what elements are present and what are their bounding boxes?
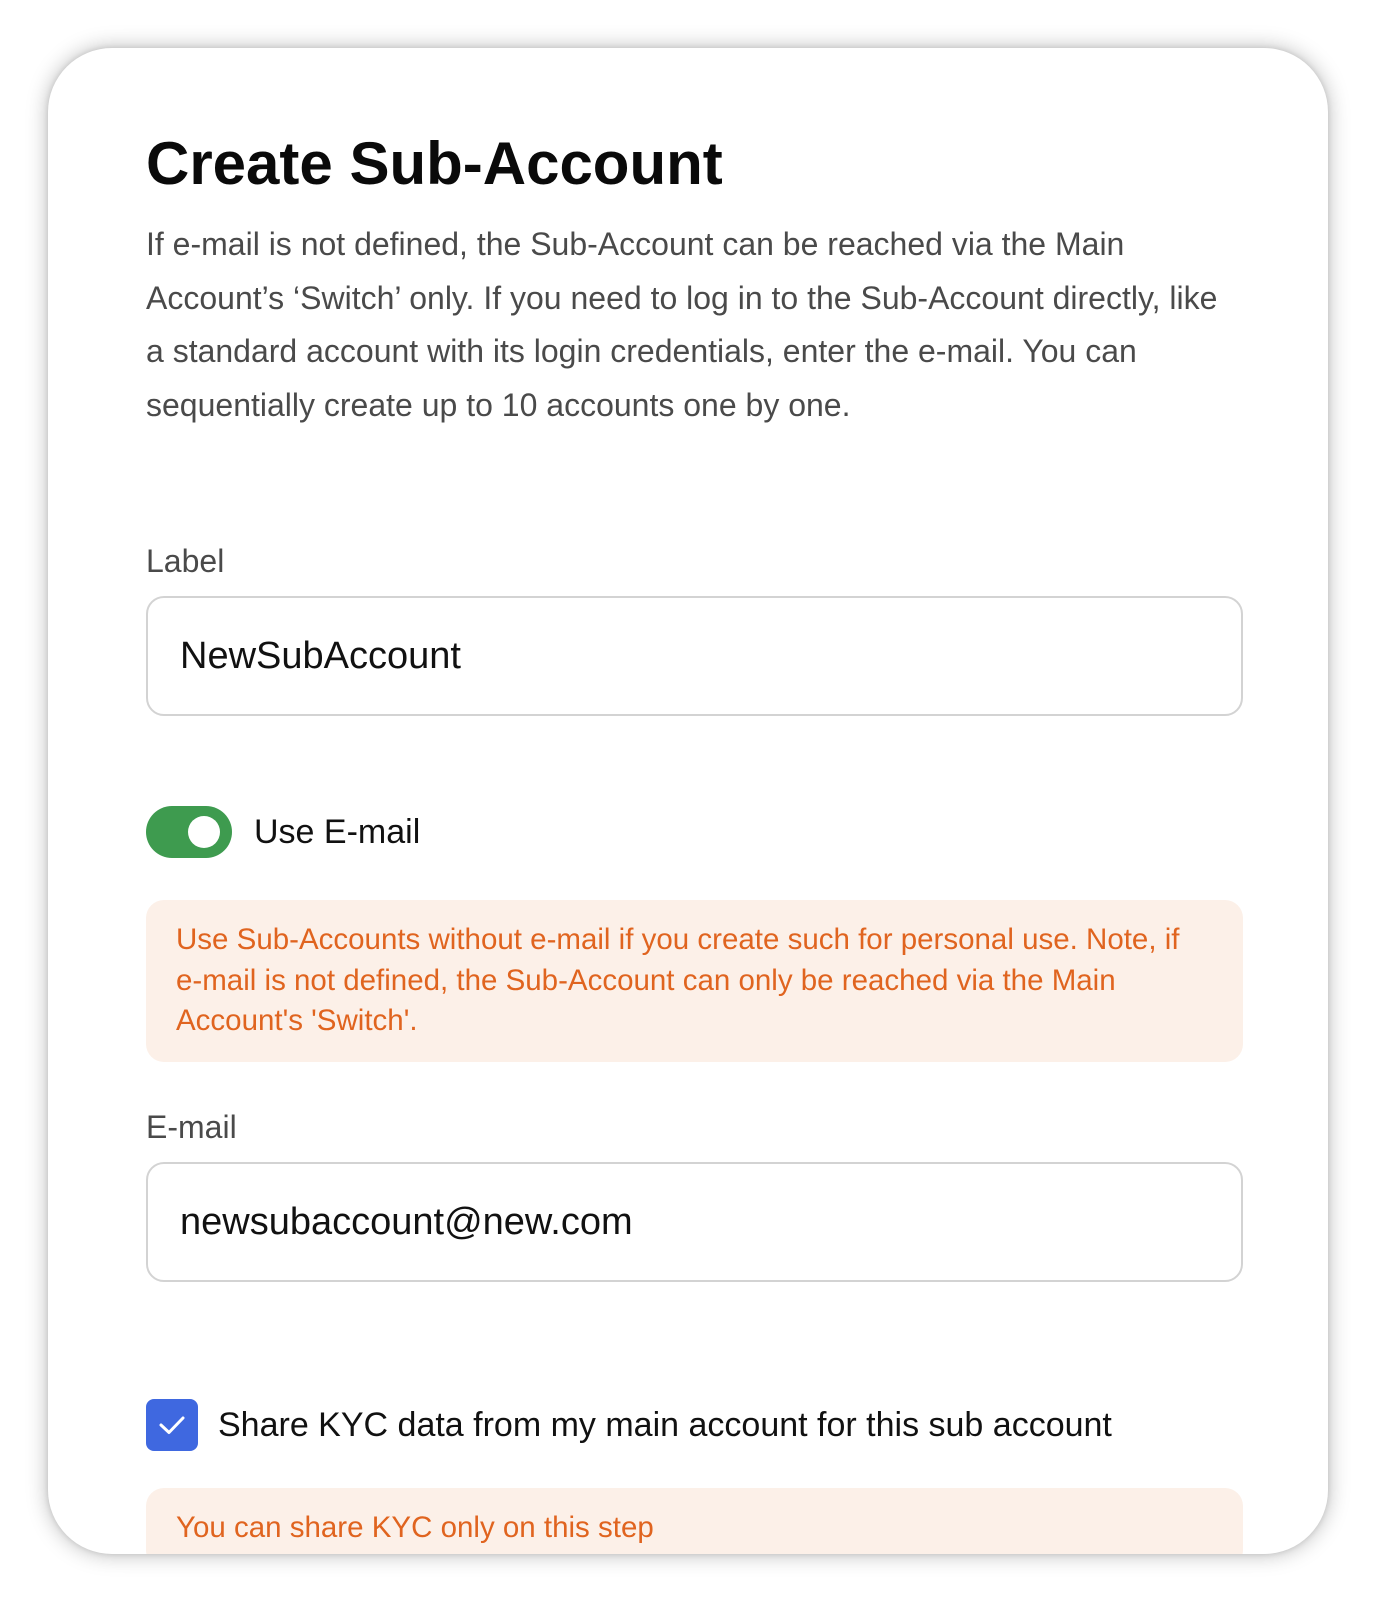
- use-email-toggle-label[interactable]: Use E-mail: [254, 812, 421, 851]
- use-email-toggle[interactable]: [146, 806, 232, 858]
- kyc-info-notice-text: You can share KYC only on this step: [176, 1510, 654, 1544]
- email-input-value: newsubaccount@new.com: [180, 1200, 633, 1243]
- label-input-value: NewSubAccount: [180, 634, 461, 677]
- checkmark-icon: [157, 1414, 187, 1436]
- share-kyc-checkbox[interactable]: [146, 1399, 198, 1451]
- email-field-label: E-mail: [146, 1109, 237, 1145]
- email-info-notice: Use Sub-Accounts without e-mail if you create such for personal use. Note, if e-mail is not defined, the Sub-Account can only be reached via the Main Account's 'Switch'.: [146, 900, 1243, 1062]
- toggle-knob: [188, 816, 220, 848]
- email-input[interactable]: [146, 1162, 1243, 1282]
- create-sub-account-dialog: [48, 48, 1328, 1554]
- kyc-info-notice: [146, 1488, 1243, 1554]
- label-field-label: Label: [146, 543, 225, 579]
- dialog-title: Create Sub-Account: [146, 130, 723, 197]
- share-kyc-checkbox-label[interactable]: Share KYC data from my main account for this sub account: [218, 1405, 1112, 1444]
- share-kyc-checkbox-row: [146, 1399, 1112, 1451]
- label-input[interactable]: [146, 596, 1243, 716]
- use-email-toggle-row: [146, 806, 420, 858]
- dialog-description: If e-mail is not defined, the Sub-Account can be reached via the Main Account’s ‘Switch’ only. If you need to log in to the Sub-Account directly, like a standard account with its login credentials, enter the e-mail. You can sequentially create up to 10 accounts one by one.: [146, 226, 1218, 423]
